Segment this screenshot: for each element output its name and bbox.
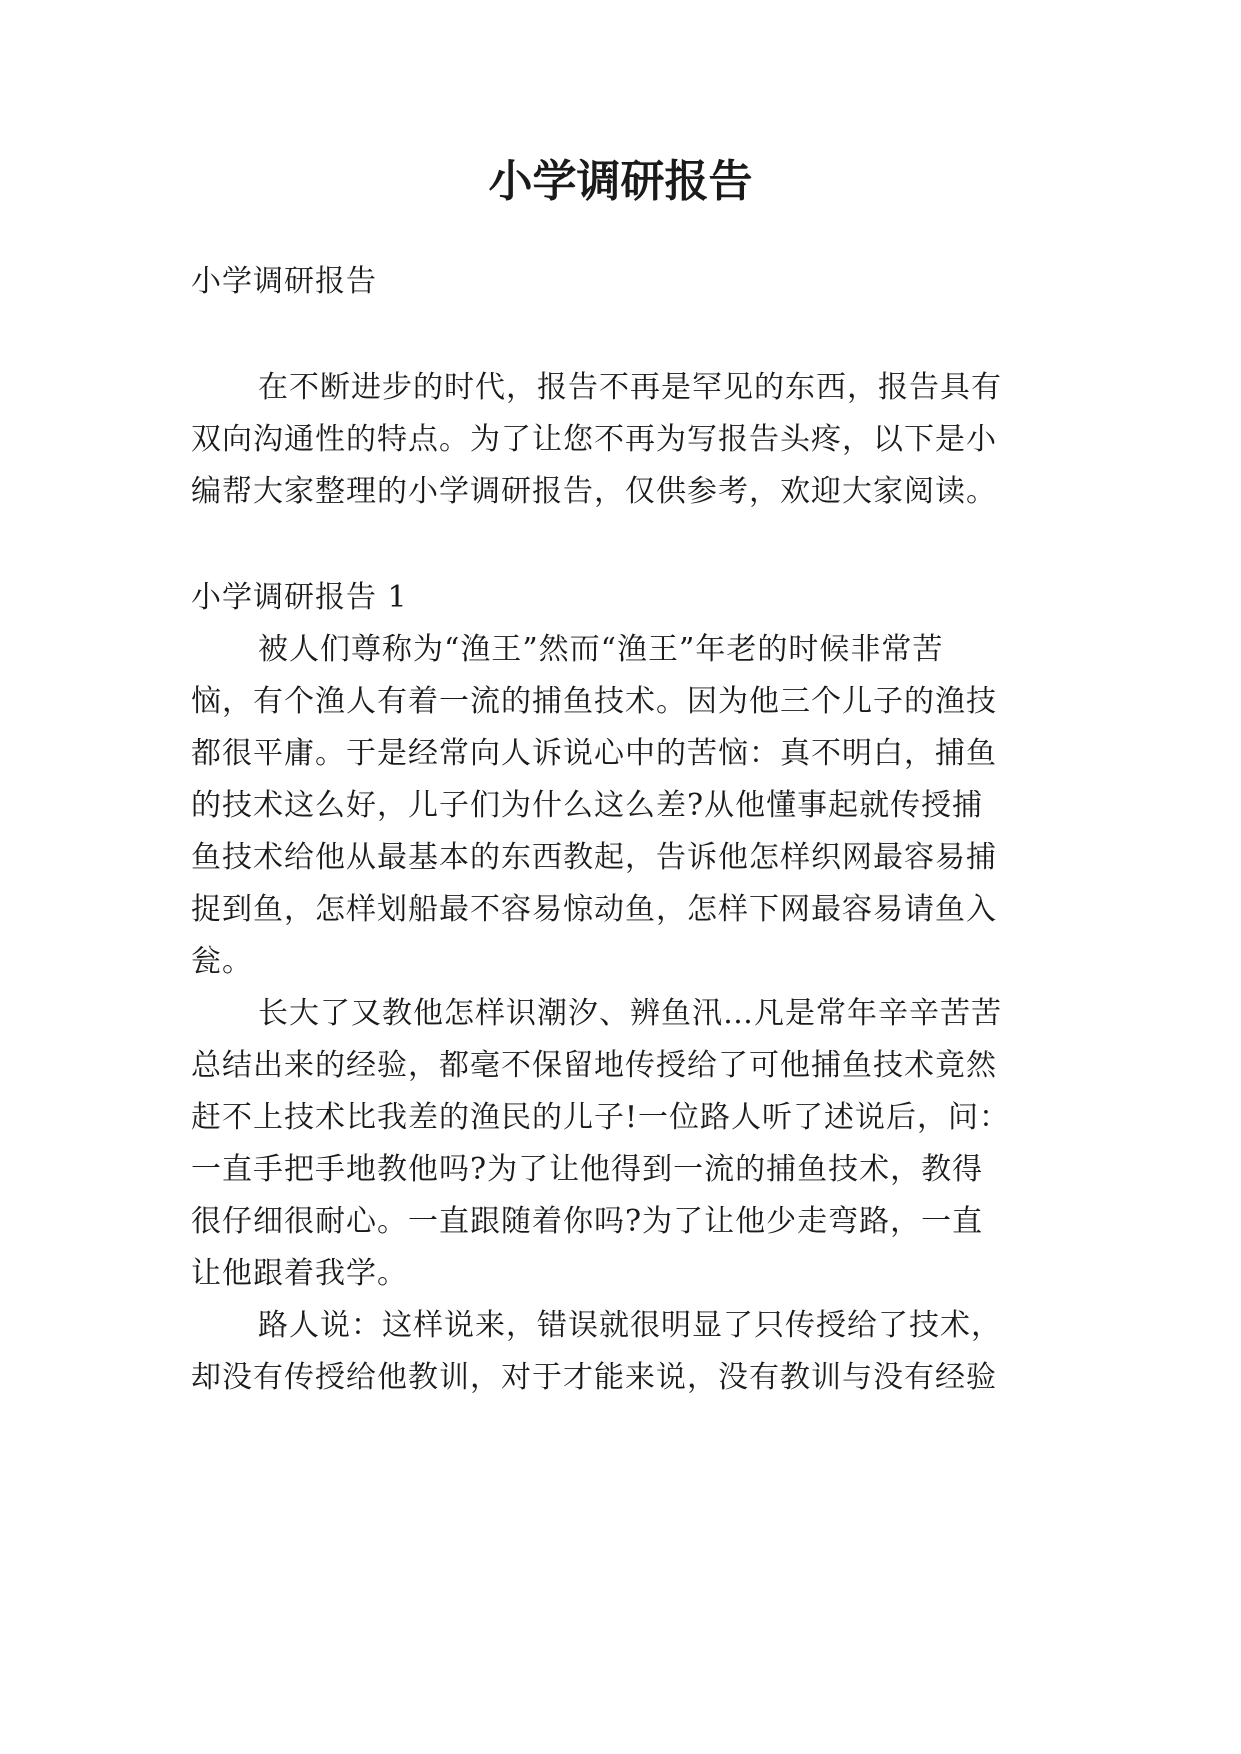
paragraph-line: 很仔细很耐心。一直跟随着你吗?为了让他少走弯路，一直	[191, 1204, 984, 1239]
intro-line: 在不断进步的时代，报告不再是罕见的东西，报告具有	[258, 370, 1002, 405]
paragraph-line: 却没有传授给他教训，对于才能来说，没有教训与没有经验	[191, 1360, 997, 1395]
document-subtitle: 小学调研报告	[191, 264, 377, 299]
paragraph-line: 让他跟着我学。	[191, 1256, 408, 1291]
document-title: 小学调研报告	[488, 156, 753, 207]
intro-line: 双向沟通性的特点。为了让您不再为写报告头疼，以下是小	[191, 422, 997, 457]
intro-line: 编帮大家整理的小学调研报告，仅供参考，欢迎大家阅读。	[191, 474, 997, 509]
paragraph-line: 长大了又教他怎样识潮汐、辨鱼汛…凡是常年辛辛苦苦	[258, 996, 1002, 1031]
paragraph-line: 捉到鱼，怎样划船最不容易惊动鱼，怎样下网最容易请鱼入	[191, 892, 997, 927]
paragraph-line: 鱼技术给他从最基本的东西教起，告诉他怎样织网最容易捕	[191, 840, 997, 875]
paragraph-line: 赶不上技术比我差的渔民的儿子!一位路人听了述说后，问：	[191, 1100, 1011, 1135]
paragraph-line: 一直手把手地教他吗?为了让他得到一流的捕鱼技术，教得	[191, 1152, 984, 1187]
section-heading: 小学调研报告 1	[191, 580, 408, 615]
paragraph-line: 路人说：这样说来，错误就很明显了只传授给了技术，	[258, 1308, 1002, 1343]
paragraph-line: 瓮。	[191, 944, 253, 979]
paragraph-line: 都很平庸。于是经常向人诉说心中的苦恼：真不明白，捕鱼	[191, 736, 997, 771]
paragraph-line: 恼，有个渔人有着一流的捕鱼技术。因为他三个儿子的渔技	[191, 684, 997, 719]
paragraph-line: 的技术这么好，儿子们为什么这么差?从他懂事起就传授捕	[191, 788, 984, 823]
paragraph-line: 被人们尊称为“渔王”然而“渔王”年老的时候非常苦	[258, 632, 944, 667]
paragraph-line: 总结出来的经验，都毫不保留地传授给了可他捕鱼技术竟然	[191, 1048, 997, 1083]
